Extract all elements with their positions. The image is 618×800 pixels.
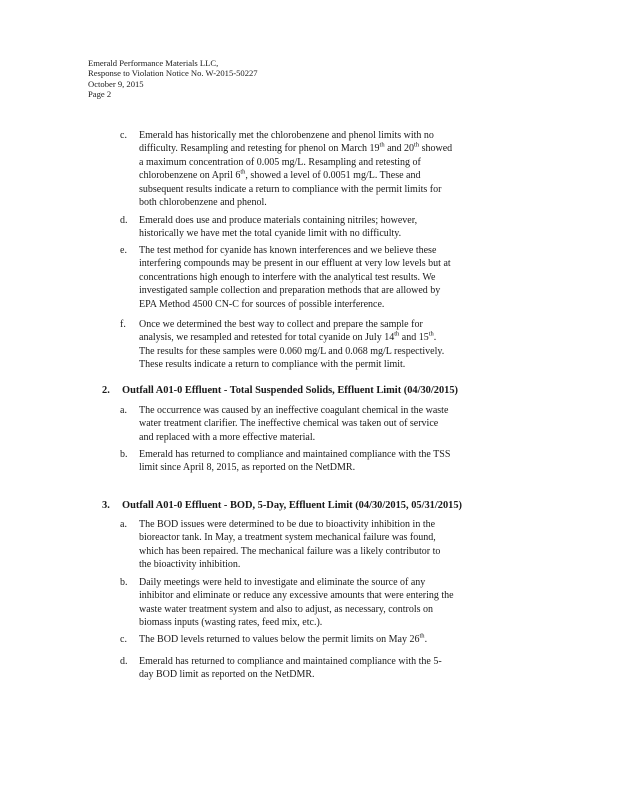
item-marker: b. bbox=[120, 449, 128, 460]
section-heading-2 bbox=[102, 384, 459, 397]
item-marker: d. bbox=[120, 656, 128, 667]
list-item-1f bbox=[120, 318, 539, 372]
item-text: Once we determined the best way to collect and prepare the sample for analysis, we resampled and retested for total cyanide on July 14th and 15th. The results for these samples were 0.060 mg/L and 0.068 mg/L respectively. These results indicate a return to compliance with the permit limit. bbox=[139, 319, 445, 371]
item-marker: a. bbox=[120, 405, 127, 416]
item-text: The test method for cyanide has known interferences and we believe these interfering compounds may be present in our effluent at very low levels but at concentrations high enough to interfere with the analytical test results. We investigated sample collection and preparation methods that are allowed by EPA Method 4500 CN-C for sources of possible interference. bbox=[139, 245, 451, 310]
item-text: The occurrence was caused by an ineffective coagulant chemical in the waste water treatment clarifier. The ineffective chemical was taken out of service and replaced with a more effective material. bbox=[139, 405, 449, 443]
item-marker: f. bbox=[120, 319, 126, 330]
list-item-3d bbox=[120, 655, 539, 682]
header-company: Emerald Performance Materials LLC, bbox=[88, 58, 219, 68]
item-marker: a. bbox=[120, 519, 127, 530]
section-title: Outfall A01-0 Effluent - Total Suspended Solids, Effluent Limit (04/30/2015) bbox=[122, 385, 459, 396]
section-title: Outfall A01-0 Effluent - BOD, 5-Day, Effluent Limit (04/30/2015, 05/31/2015) bbox=[122, 500, 462, 511]
header-date: October 9, 2015 bbox=[88, 78, 144, 89]
item-marker: c. bbox=[120, 634, 127, 645]
item-marker: b. bbox=[120, 577, 128, 588]
list-item-1e bbox=[120, 244, 539, 311]
item-marker: c. bbox=[120, 130, 127, 141]
item-text: Emerald has returned to compliance and maintained compliance with the TSS limit since April 8, 2015, as reported on the NetDMR. bbox=[139, 449, 451, 474]
letter-header bbox=[88, 58, 258, 100]
item-text: Emerald has historically met the chlorobenzene and phenol limits with no difficulty. Resampling and retesting for phenol on March 19th and 20th showed a maximum concentration of 0.005 mg/L. Resampling and retesting of chlorobenzene on April 6th, showed a level of 0.0051 mg/L. These and subsequent results indicate a return to compliance with the permit limits for both chlorobenzene and phenol. bbox=[139, 130, 453, 209]
item-text: Emerald has returned to compliance and maintained compliance with the 5- day BOD limit as reported on the NetDMR. bbox=[139, 656, 442, 681]
list-item-2b bbox=[120, 448, 539, 475]
list-item-2a bbox=[120, 404, 539, 444]
section-number: 3. bbox=[102, 500, 110, 511]
item-text: The BOD levels returned to values below the permit limits on May 26th. bbox=[139, 632, 428, 645]
header-response: Response to Violation Notice No. W-2015-50227 bbox=[88, 68, 258, 79]
item-text: Daily meetings were held to investigate and eliminate the source of any inhibitor and eliminate or reduce any excessive amounts that were entering the waste water treatment system and also to adjust, as necessary, controls on biomass inputs (wasting rates, feed mix, etc.). bbox=[139, 577, 454, 629]
item-text: The BOD issues were determined to be due to bioactivity inhibition in the bioreactor tank. In May, a treatment system mechanical failure was found, which has been repaired. The mechanical failure was a likely contributor to the bioactivity inhibition. bbox=[139, 519, 441, 571]
item-marker: d. bbox=[120, 215, 128, 226]
item-marker: e. bbox=[120, 245, 127, 256]
header-page: Page 2 bbox=[88, 89, 112, 100]
list-item-3c bbox=[120, 632, 539, 646]
item-text: Emerald does use and produce materials containing nitriles; however, historically we have met the total cyanide limit with no difficulty. bbox=[139, 215, 418, 240]
section-heading-3 bbox=[102, 499, 462, 512]
list-item-1d bbox=[120, 214, 539, 241]
list-item-1c bbox=[120, 129, 539, 209]
section-number: 2. bbox=[102, 385, 110, 396]
list-item-3a bbox=[120, 518, 539, 572]
list-item-3b bbox=[120, 576, 539, 630]
